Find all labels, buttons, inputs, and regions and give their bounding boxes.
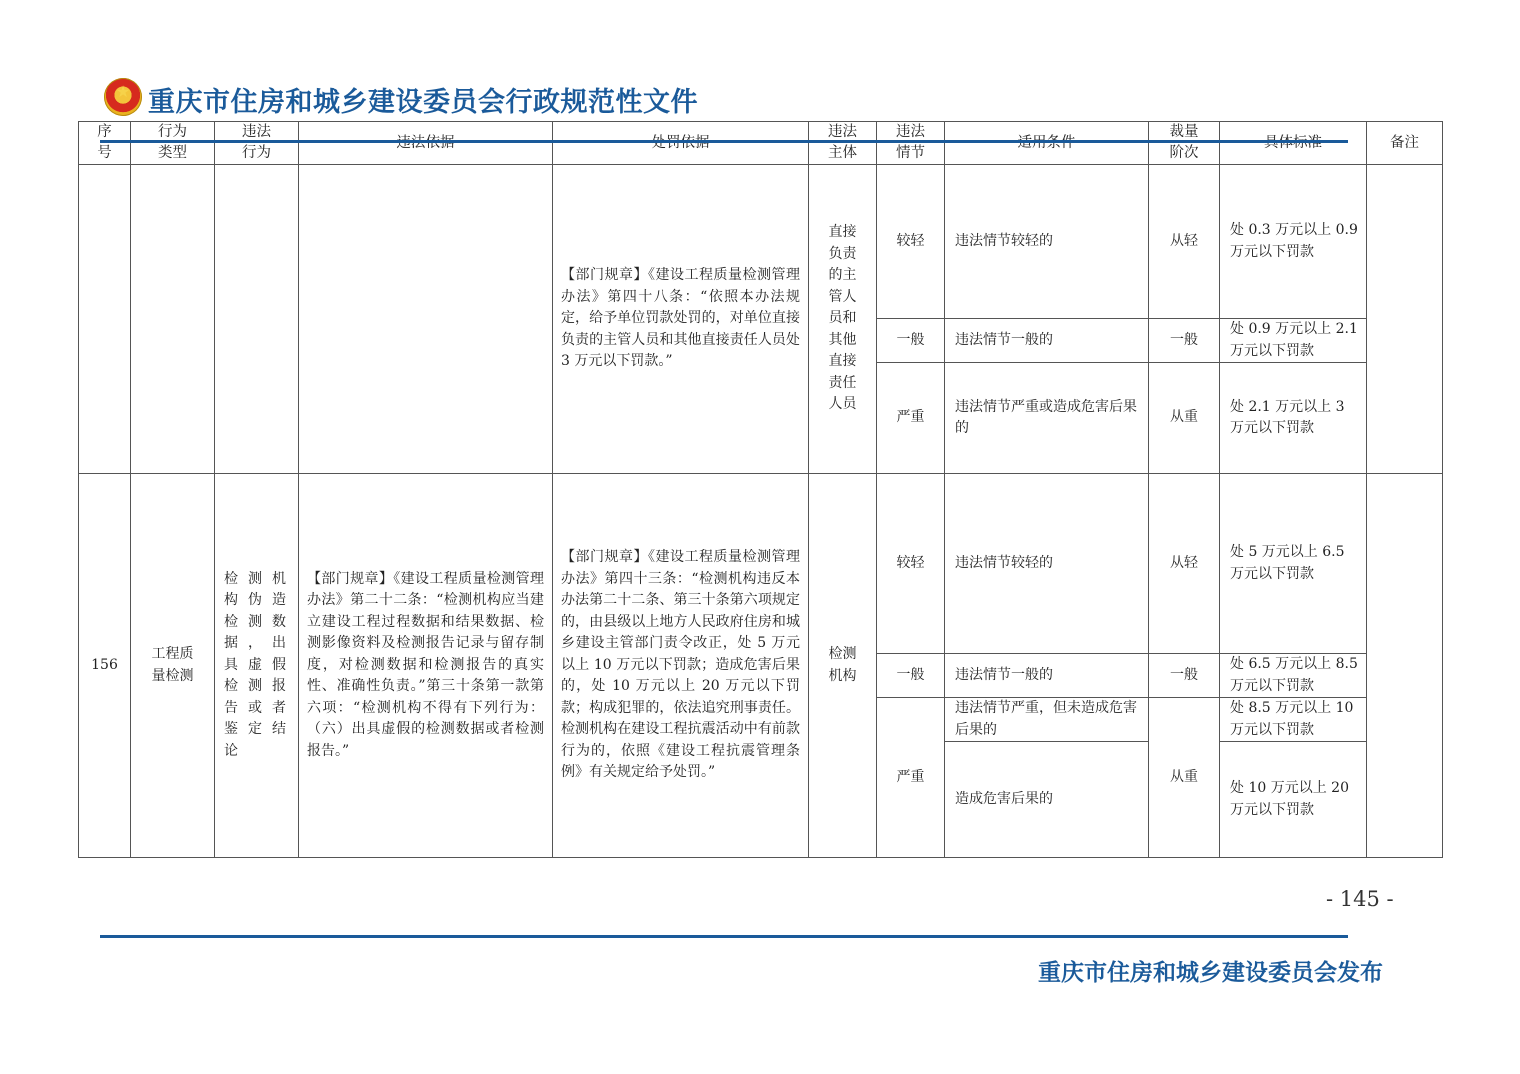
penalty-standards-table: [78, 121, 1443, 858]
cell-condition: 违法情节严重，但未造成危害后果的: [945, 698, 1149, 742]
cell-condition: 违法情节一般的: [945, 319, 1149, 363]
cell-subject: 直接 负责 的主 管人 员和 其他 直接 责任 人员: [809, 165, 877, 474]
cell-standard: 处 5 万元以上 6.5 万元以下罚款: [1220, 474, 1367, 654]
cell-remark: [1367, 474, 1443, 858]
cell-basis: [299, 165, 553, 474]
header-subject: 违法 主体: [809, 122, 877, 165]
cell-circumstance: 较轻: [877, 474, 945, 654]
cell-condition: 造成危害后果的: [945, 742, 1149, 858]
cell-level: 从轻: [1149, 165, 1220, 319]
cell-standard: 处 0.9 万元以上 2.1 万元以下罚款: [1220, 319, 1367, 363]
table-header-row: [79, 122, 1443, 165]
cell-seq: [79, 165, 131, 474]
footer-divider: [100, 935, 1348, 938]
cell-condition: 违法情节较轻的: [945, 165, 1149, 319]
cell-circumstance: 较轻: [877, 165, 945, 319]
cell-condition: 违法情节较轻的: [945, 474, 1149, 654]
table-row: [79, 165, 1443, 319]
table-row: [79, 474, 1443, 654]
publisher-label: 重庆市住房和城乡建设委员会发布: [1038, 960, 1383, 986]
cell-circumstance: 一般: [877, 654, 945, 698]
cell-level: 从重: [1149, 698, 1220, 858]
cell-circumstance: 严重: [877, 363, 945, 474]
cell-circumstance: 一般: [877, 319, 945, 363]
header-remark: 备注: [1367, 122, 1443, 165]
cell-standard: 处 0.3 万元以上 0.9 万元以下罚款: [1220, 165, 1367, 319]
document-header-title: 重庆市住房和城乡建设委员会行政规范性文件: [148, 87, 698, 118]
header-type: 行为 类型: [131, 122, 215, 165]
cell-basis: 【部门规章】《建设工程质量检测管理办法》第二十二条：“检测机构应当建立建设工程过程数据和结果数据、检测影像资料及检测报告记录与留存制度，对检测数据和检测报告的真实性、准确性负责。”第三十条第一款第六项：“检测机构不得有下列行为：（六）出具虚假的检测数据或者检测报告。”: [299, 474, 553, 858]
cell-level: 从重: [1149, 363, 1220, 474]
header-penalty-basis: [553, 122, 809, 165]
cell-condition: 违法情节严重或造成危害后果的: [945, 363, 1149, 474]
header-seq: 序 号: [79, 122, 131, 165]
header-basis: [299, 122, 553, 165]
cell-penalty-basis: 【部门规章】《建设工程质量检测管理办法》第四十八条：“依照本办法规定，给予单位罚款处罚的，对单位直接负责的主管人员和其他直接责任人员处 3 万元以下罚款。”: [553, 165, 809, 474]
cell-standard: 处 6.5 万元以上 8.5 万元以下罚款: [1220, 654, 1367, 698]
cell-type: [131, 165, 215, 474]
header-condition: [945, 122, 1149, 165]
cell-remark: [1367, 165, 1443, 474]
cell-condition: 违法情节一般的: [945, 654, 1149, 698]
cell-subject: 检测 机构: [809, 474, 877, 858]
cell-standard: 处 8.5 万元以上 10 万元以下罚款: [1220, 698, 1367, 742]
cell-behavior: [215, 165, 299, 474]
header-circumstance: 违法 情节: [877, 122, 945, 165]
national-emblem-icon: [104, 78, 142, 116]
cell-level: 一般: [1149, 654, 1220, 698]
cell-behavior: 检测机构伪造检测数据，出具虚假检测报告或者鉴定结论: [215, 474, 299, 858]
header-level: 裁量 阶次: [1149, 122, 1220, 165]
cell-seq: 156: [79, 474, 131, 858]
header-behavior: 违法 行为: [215, 122, 299, 165]
page-number: - 145 -: [1326, 887, 1394, 911]
cell-circumstance: 严重: [877, 698, 945, 858]
cell-level: 一般: [1149, 319, 1220, 363]
header-standard: [1220, 122, 1367, 165]
cell-level: 从轻: [1149, 474, 1220, 654]
cell-standard: 处 2.1 万元以上 3 万元以下罚款: [1220, 363, 1367, 474]
header-divider: [100, 140, 1348, 143]
cell-type: 工程质 量检测: [131, 474, 215, 858]
cell-penalty-basis: 【部门规章】《建设工程质量检测管理办法》第四十三条：“检测机构违反本办法第二十二条、第三十条第六项规定的，由县级以上地方人民政府住房和城乡建设主管部门责令改正，处 5 万元以上 10 万元以下罚款；造成危害后果的，处 10 万元以上 20 万元以下罚款；构成犯罪的，依法追究刑事责任。检测机构在建设工程抗震活动中有前款行为的，依照《建设工程抗震管理条例》有关规定给予处罚。”: [553, 474, 809, 858]
cell-standard: 处 10 万元以上 20 万元以下罚款: [1220, 742, 1367, 858]
